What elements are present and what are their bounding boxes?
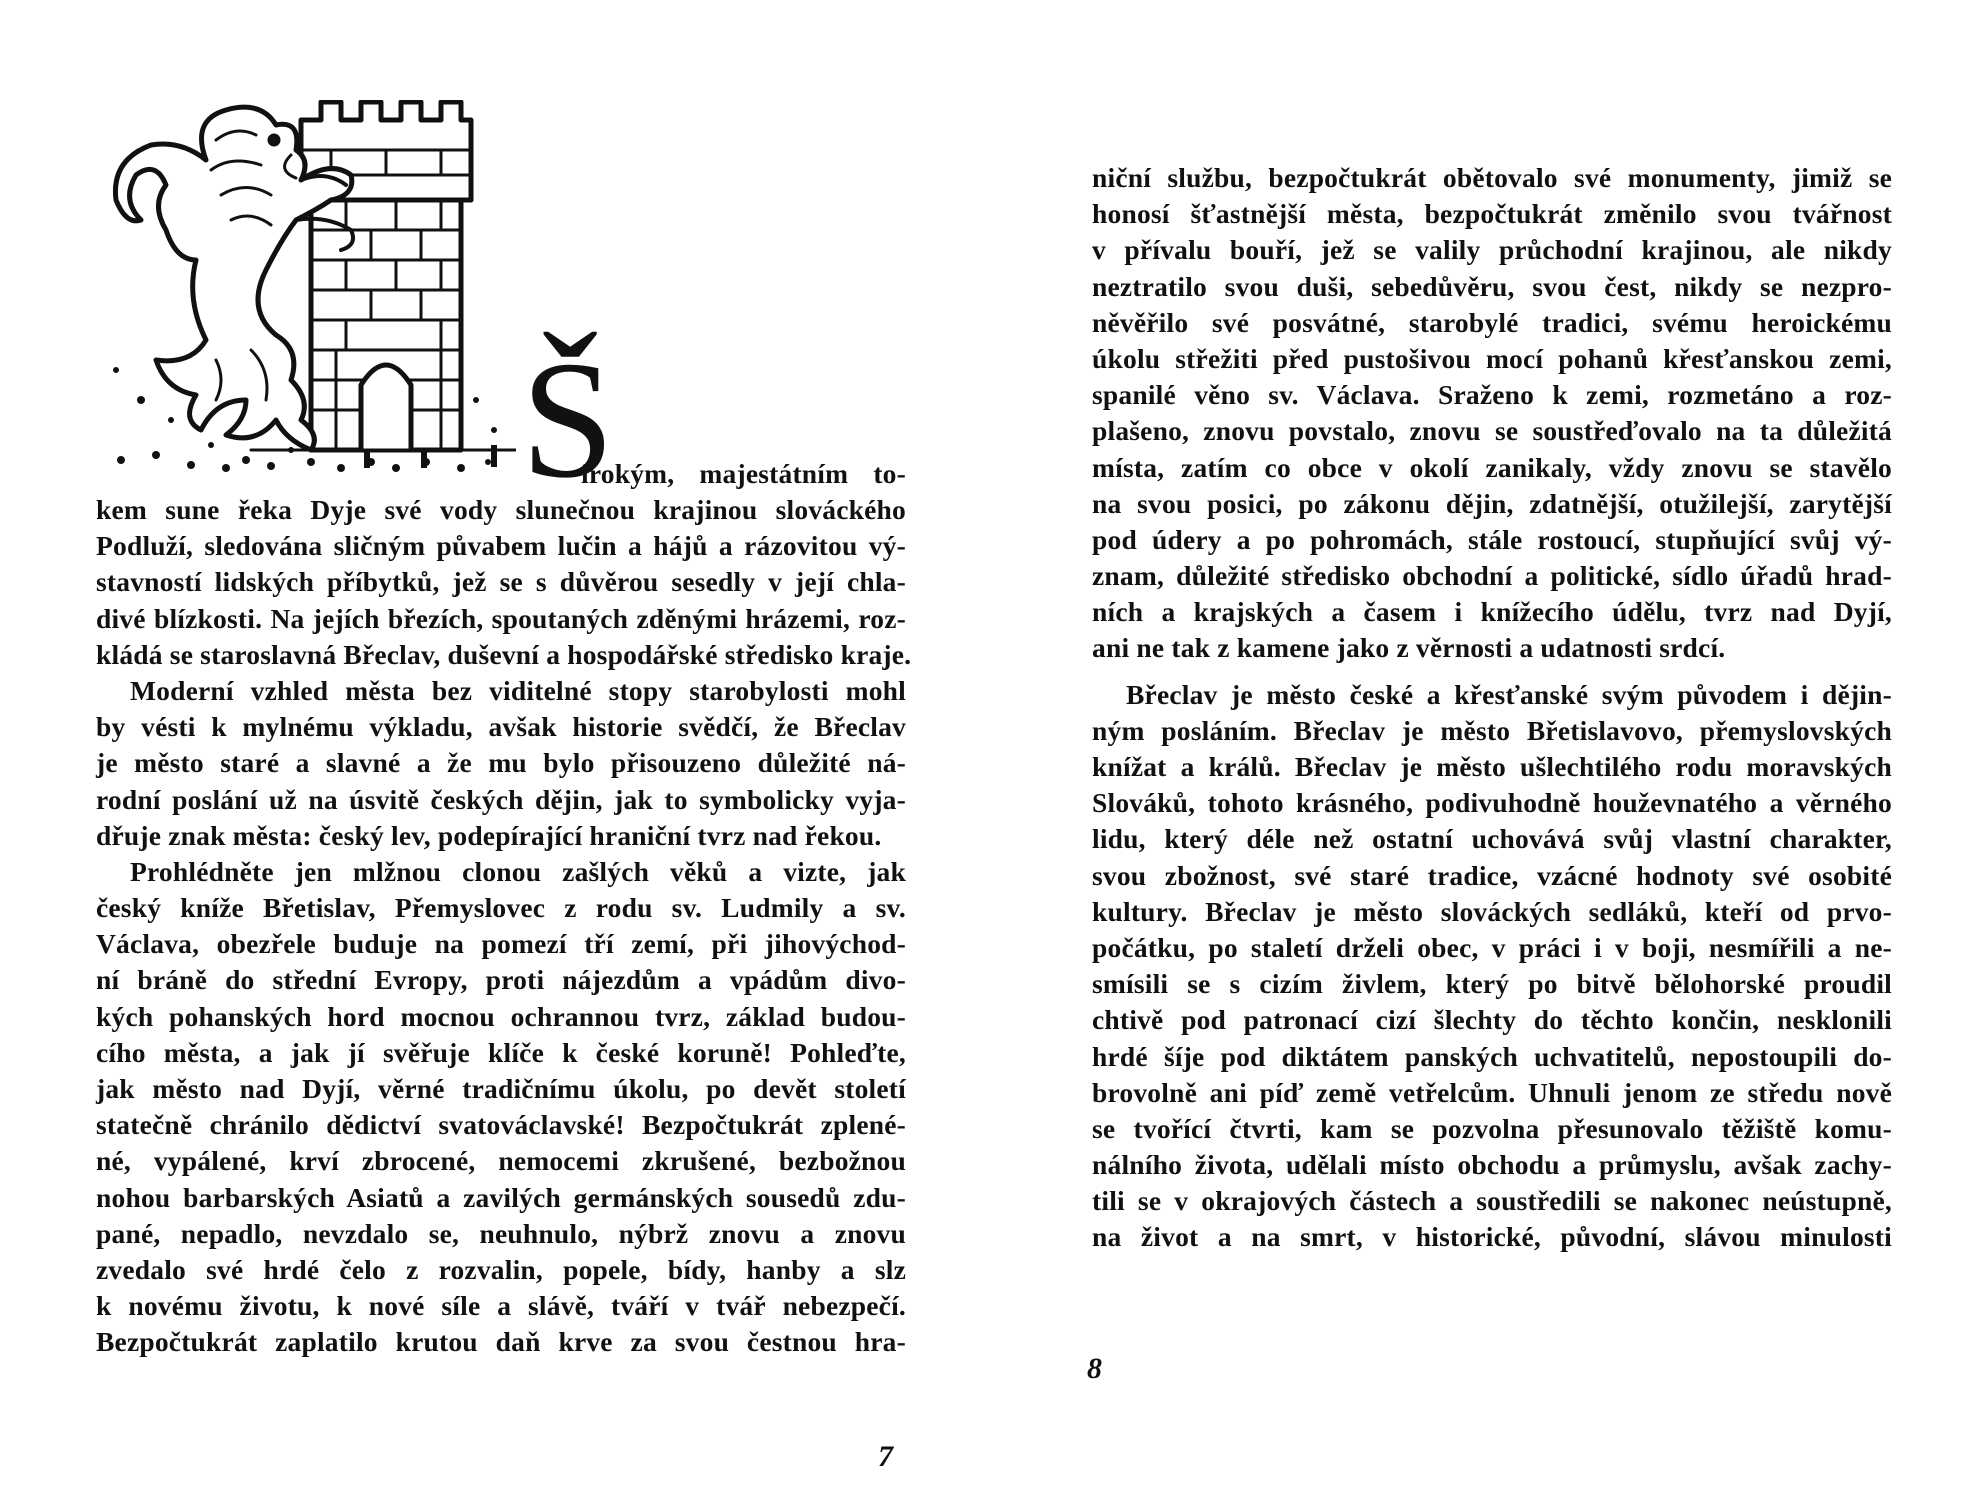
right-page xyxy=(1092,160,1892,1440)
text-line: zvedalo své hrdé čelo z rozvalin, popele, bídy, hanby a slz xyxy=(96,1253,906,1285)
text-line: by vésti k mylnému výkladu, avšak historie svědčí, že Břeclav xyxy=(96,711,906,743)
text-line: Podluží, sledována sličným půvabem lučin a hájů a rázovitou vý- xyxy=(96,530,906,562)
text-line: něvěřilo své posvátné, starobylé tradici, svému heroickému xyxy=(1092,306,1892,338)
drop-cap: Š xyxy=(521,327,615,513)
text-line: niční službu, bezpočtukrát obětovalo své monumenty, jimiž se xyxy=(1092,162,1892,193)
text-line: k novému životu, k nové síle a slávě, tváří v tvář nebezpečí. xyxy=(96,1290,906,1322)
paragraph-2 xyxy=(1092,677,1892,1256)
text-line: ani ne tak z kamene jako z věrnosti a udatnosti srdcí. xyxy=(1092,632,1726,664)
text-line: hrdé šíje pod diktátem panských uchvatitelů, nepostoupili do- xyxy=(1092,1040,1892,1072)
text-line: rodní poslání už na úsvitě českých dějin, jak to symbolicky vyja- xyxy=(96,783,906,815)
text-line: nálního života, udělali místo obchodu a průmyslu, avšak zachy- xyxy=(1092,1149,1892,1181)
text-line: na svou posici, po zákonu dějin, zdatnější, otužilejší, zarytější xyxy=(1092,487,1892,519)
paragraph-1 xyxy=(1092,160,1892,667)
page-number-right: 8 xyxy=(1087,1352,1102,1385)
text-line: v přívalu bouří, jež se valily průchodní krajinou, ale nikdy xyxy=(1092,234,1892,266)
text-line: Bezpočtukrát zaplatilo krutou daň krve za svou čestnou hra- xyxy=(96,1326,906,1358)
text-line: Václava, obezřele buduje na pomezí tří zemí, při jihovýchod- xyxy=(96,928,906,960)
text-line: svou zbožnost, své staré tradice, vzácné hodnoty své osobité xyxy=(1092,859,1892,891)
text-line: místa, zatím co obce v okolí zanikaly, vždy znovu se stavělo xyxy=(1092,451,1892,483)
text-line: český kníže Břetislav, Přemyslovec z rodu sv. Ludmily a sv. xyxy=(96,892,906,924)
text-line: smísili se s cizím živlem, který po bitvě bělohorské proudil xyxy=(1092,968,1892,1000)
text-line: knížat a králů. Břeclav je město ušlechtilého rodu moravských xyxy=(1092,751,1892,782)
text-line: na život a na smrt, v historické, původní, slávou minulosti xyxy=(1092,1221,1892,1253)
text-line: Slováků, tohoto krásného, podivuhodně houževnatého a věrného xyxy=(1092,787,1892,819)
paragraph-gap xyxy=(1092,667,1892,677)
paragraph-1 xyxy=(96,492,912,673)
text-line: neztratilo svou duši, sebedůvěru, svou čest, nikdy se nezpro- xyxy=(1092,270,1892,302)
text-line: plašeno, znovu povstalo, znovu se soustřeďovalo na ta důležitá xyxy=(1092,415,1892,447)
text-line: Břeclav je město české a křesťanské svým původem i dějin- xyxy=(1126,678,1892,710)
page-number-left: 7 xyxy=(878,1440,893,1473)
text-line: lidu, který déle než ostatní uchovává svůj vlastní charakter, xyxy=(1092,823,1892,855)
text-line: brovolně ani píď země vetřelcům. Uhnuli jenom ze středu nově xyxy=(1092,1076,1892,1108)
text-line: cího města, a jak jí svěřuje klíče k české koruně! Pohleďte, xyxy=(96,1036,906,1068)
text-line: pané, nepadlo, nevzdalo se, neuhnulo, nýbrž znovu a znovu xyxy=(96,1217,906,1249)
text-line: pod údery a po pohromách, stále rostoucí, stupňující svůj vý- xyxy=(1092,523,1892,555)
paragraph-2 xyxy=(96,673,906,854)
text-line: ným posláním. Břeclav je město Břetislavovo, přemyslovských xyxy=(1092,714,1892,746)
text-line: kem sune řeka Dyje své vody slunečnou krajinou slováckého xyxy=(96,494,906,525)
text-line: spanilé věno sv. Václava. Sraženo k zemi, rozmetáno a roz- xyxy=(1092,379,1892,411)
text-line: honosí šťastnější města, bezpočtukrát změnilo svou tvářnost xyxy=(1092,198,1892,230)
text-line: kých pohanských hord mocnou ochrannou tvrz, základ budou- xyxy=(96,1000,906,1032)
text-line: jak město nad Dyjí, věrné tradičnímu úkolu, po devět století xyxy=(96,1073,906,1104)
left-page xyxy=(96,100,912,1480)
text-line: ní bráně do střední Evropy, proti nájezdům a vpádům divo- xyxy=(96,964,906,996)
text-line: úkolu střežiti před pustošivou mocí pohanů křesťanskou zemi, xyxy=(1092,342,1892,374)
text-line: počátku, po staletí drželi obec, v práci i v boji, nesmířili a ne- xyxy=(1092,931,1892,963)
text-line: dřuje znak města: český lev, podepírající hraniční tvrz nad řekou. xyxy=(96,819,882,851)
text-line: tili se v okrajových částech a soustředili se nakonec neústupně, xyxy=(1092,1185,1892,1217)
text-line: divé blízkosti. Na jejích březích, spoutaných zděnými hrázemi, roz- xyxy=(96,602,906,634)
text-line: chtivě pod patronací cizí šlechty do těchto končin, nesklonili xyxy=(1092,1004,1892,1036)
text-line: nohou barbarských Asiatů a zavilých germánských sousedů zdu- xyxy=(96,1181,906,1213)
text-line: je město staré a slavné a že mu bylo přisouzeno důležité ná- xyxy=(96,747,906,779)
text-line: se tvořící čtvrti, kam se pozvolna přesunovalo těžiště komu- xyxy=(1092,1112,1892,1144)
text-line: né, vypálené, krví zbrocené, nemocemi zkrušené, bezbožnou xyxy=(96,1145,906,1177)
text-line: ních a krajských a časem i knížecího údělu, tvrz nad Dyjí, xyxy=(1092,596,1892,628)
text-line: znam, důležité středisko obchodní a politické, sídlo úřadů hrad- xyxy=(1092,560,1892,592)
lion-and-tower-emblem-icon xyxy=(96,100,516,492)
text-line: Moderní vzhled města bez viditelné stopy starobylosti mohl xyxy=(130,674,906,706)
text-line: statečně chránilo dědictví svatováclavské! Bezpočtukrát zplené- xyxy=(96,1109,906,1141)
paragraph-3 xyxy=(96,854,906,1361)
text-line: Prohlédněte jen mlžnou clonou zašlých věků a vizte, jak xyxy=(130,855,906,887)
text-line: irokým, majestátním to- xyxy=(581,458,906,489)
text-line: kultury. Břeclav je město slováckých sedláků, kteří od prvo- xyxy=(1092,895,1892,927)
text-line: stavností lidských příbytků, jež se s důvěrou sesedly v její chla- xyxy=(96,566,906,598)
text-line: kládá se staroslavná Břeclav, duševní a hospodářské středisko kraje. xyxy=(96,638,912,670)
